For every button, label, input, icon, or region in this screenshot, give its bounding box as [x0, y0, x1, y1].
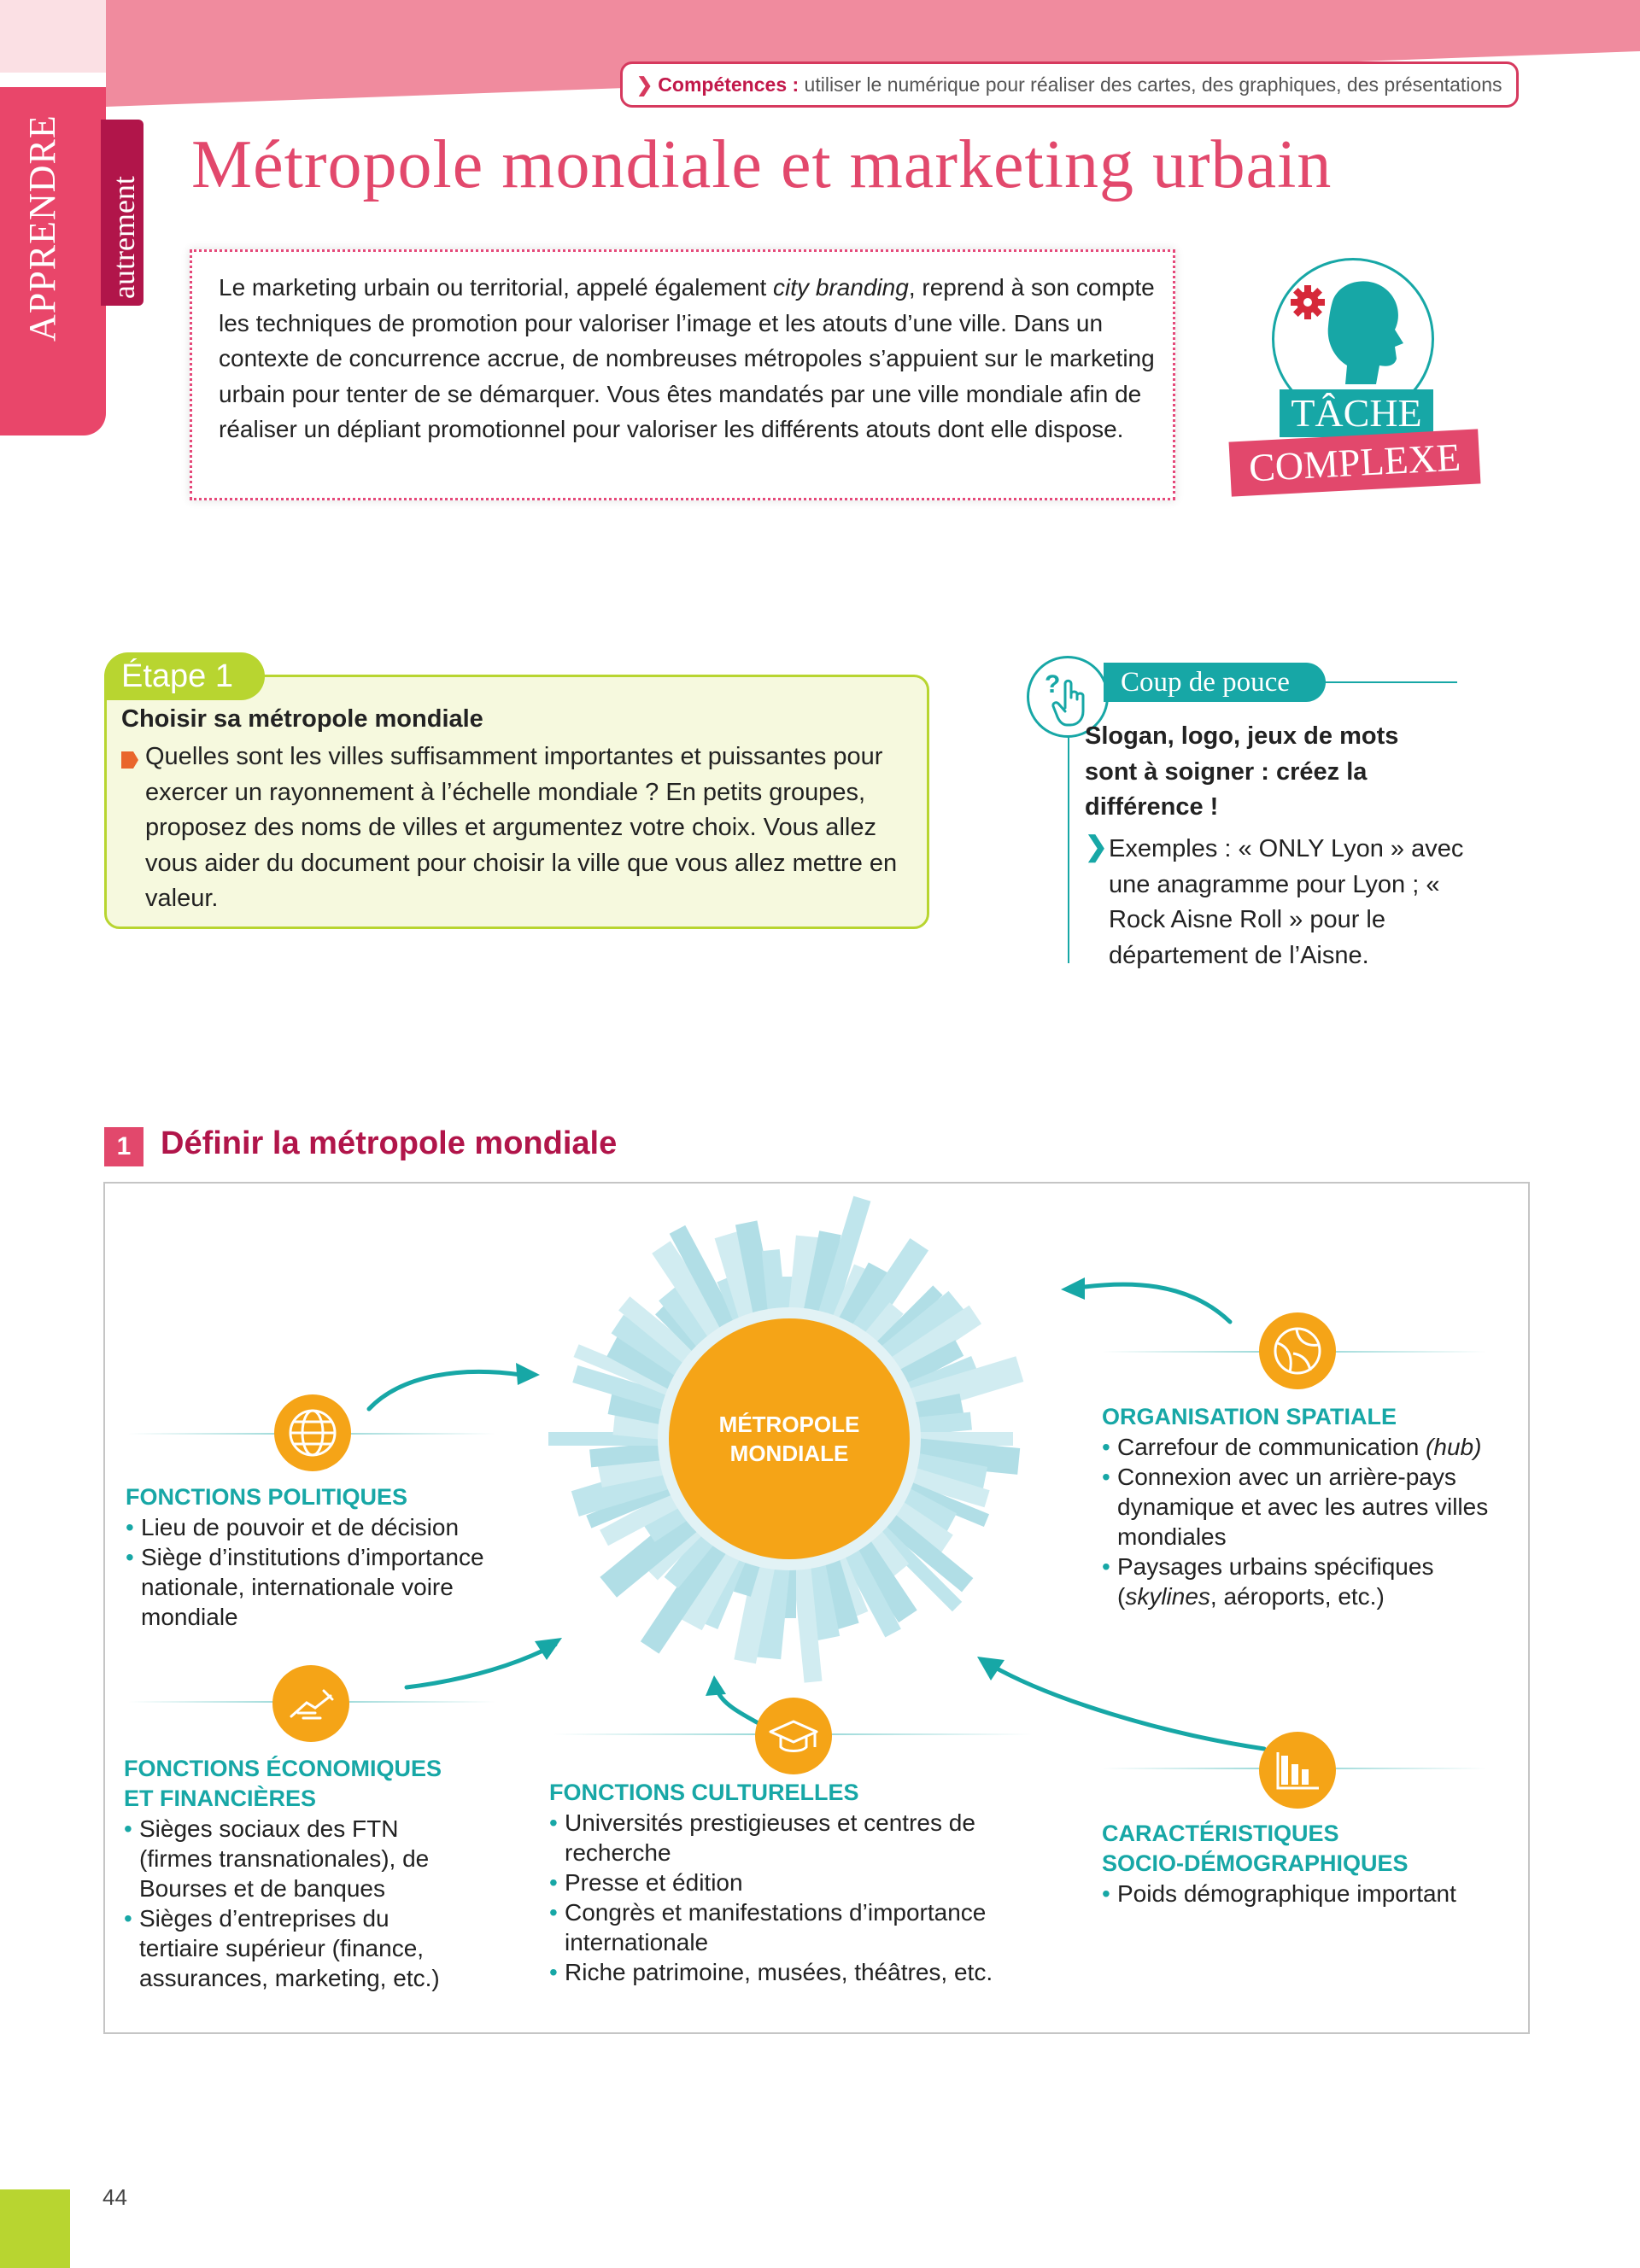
arrow-socio [991, 1665, 1264, 1749]
list-item: • Poids démographique important [1102, 1879, 1461, 1909]
block-socio-title-1: CARACTÉRISTIQUES [1102, 1821, 1339, 1846]
block-economiques-title-2: ET FINANCIÈRES [124, 1786, 317, 1811]
block-economiques [124, 1754, 474, 1993]
list-item: • Siège d’institutions d’importance nationale, internationale voire mondiale [126, 1542, 527, 1632]
list-item: • Sièges sociaux des FTN (firmes transnationales), de Bourses et de banques [124, 1814, 474, 1903]
block-politiques-title: FONCTIONS POLITIQUES [126, 1484, 408, 1510]
page-number: 44 [102, 2184, 127, 2210]
arrow-economiques [407, 1645, 555, 1687]
arrow-politiques [369, 1371, 521, 1409]
section-title: Définir la métropole mondiale [161, 1125, 618, 1161]
etape-heading: Choisir sa métropole mondiale [121, 705, 483, 733]
section-number: 1 [104, 1127, 144, 1166]
page-title: Métropole mondiale et marketing urbain [191, 127, 1332, 202]
side-tab-sublabel: autrement [107, 176, 141, 299]
block-socio [1102, 1819, 1461, 1909]
arrow-organisation [1078, 1284, 1230, 1322]
competences-label: Compétences : [658, 73, 800, 96]
center-label-line2: MONDIALE [729, 1441, 849, 1466]
badge-tache: TÂCHE [1280, 389, 1433, 437]
handshake-icon [272, 1665, 349, 1742]
cdp-vertical-line [1068, 731, 1069, 963]
intro-italic: city branding [773, 274, 909, 301]
cdp-tab: Coup de pouce [1104, 663, 1326, 702]
head-gear-icon [1272, 258, 1434, 395]
chevron-right-icon: ❯ [1085, 831, 1108, 862]
graduation-cap-icon [755, 1698, 832, 1774]
list-item: • Universités prestigieuses et centres de recherche [549, 1808, 1045, 1868]
intro-text: Le marketing urbain ou territorial, appelé également city branding, reprend à son compte les techniques de promotion pour valoriser l’image et les atouts d’une ville. Dans un contexte de concurrence accrue, de nombreuses métropoles s’appuient sur le marketing urbain pour tenter de se démarquer. Vous êtes mandatés par une ville mondiale afin de réaliser un dépliant promotionnel pour valoriser les différents atouts dont elle dispose. [219, 274, 1155, 442]
block-culturelles-title: FONCTIONS CULTURELLES [549, 1780, 859, 1805]
cdp-heading: Slogan, logo, jeux de mots sont à soigner : créez la différence ! [1085, 722, 1399, 821]
etape-text: Quelles sont les villes suffisamment importantes et puissantes pour exercer un rayonnement à l’échelle mondiale ? En petits groupes, proposez des noms de villes et argumentez votre choix. Vous allez vous aider du document pour choisir la ville que vous allez mettre en valeur. [145, 743, 898, 912]
center-label-line1: MÉTROPOLE [718, 1412, 860, 1437]
list-item: • Carrefour de communication (hub) [1102, 1432, 1512, 1462]
list-item: • Connexion avec un arrière-pays dynamique et avec les autres villes mondiales [1102, 1462, 1512, 1552]
list-item: • Paysages urbains spécifiques (skylines, aéroports, etc.) [1102, 1552, 1512, 1611]
network-map-icon [1259, 1312, 1336, 1389]
footer-color-block [0, 2189, 70, 2268]
globe-icon [274, 1394, 351, 1471]
block-economiques-title-1: FONCTIONS ÉCONOMIQUES [124, 1756, 442, 1781]
block-culturelles [549, 1778, 1045, 1987]
side-tab-label: APPRENDRE [21, 114, 63, 342]
bar-chart-icon [1259, 1732, 1336, 1809]
badge-complexe: COMPLEXE [1229, 429, 1481, 496]
list-item: • Presse et édition [549, 1868, 1045, 1897]
list-item: • Sièges d’entreprises du tertiaire supérieur (finance, assurances, marketing, etc.) [124, 1903, 474, 1993]
chevron-right-icon: ❯ [636, 73, 653, 96]
center-circle [669, 1318, 910, 1559]
arrow-culturelles [718, 1691, 758, 1723]
list-item: • Lieu de pouvoir et de décision [126, 1512, 527, 1542]
block-organisation [1102, 1402, 1512, 1611]
list-item: • Congrès et manifestations d’importance internationale [549, 1897, 1045, 1957]
competences-text: utiliser le numérique pour réaliser des cartes, des graphiques, des présentations [804, 73, 1502, 96]
list-item: • Riche patrimoine, musées, théâtres, etc. [549, 1957, 1045, 1987]
competences-box [620, 61, 1519, 108]
block-politiques [126, 1482, 527, 1632]
block-organisation-title: ORGANISATION SPATIALE [1102, 1404, 1397, 1429]
svg-text:?: ? [1045, 670, 1061, 699]
top-left-block [0, 0, 106, 73]
block-socio-title-2: SOCIO-DÉMOGRAPHIQUES [1102, 1850, 1409, 1876]
cdp-text: Exemples : « ONLY Lyon » avec une anagramme pour Lyon ; « Rock Aisne Roll » pour le département de l’Aisne. [1109, 835, 1464, 969]
etape-tab: Étape 1 [104, 652, 265, 700]
